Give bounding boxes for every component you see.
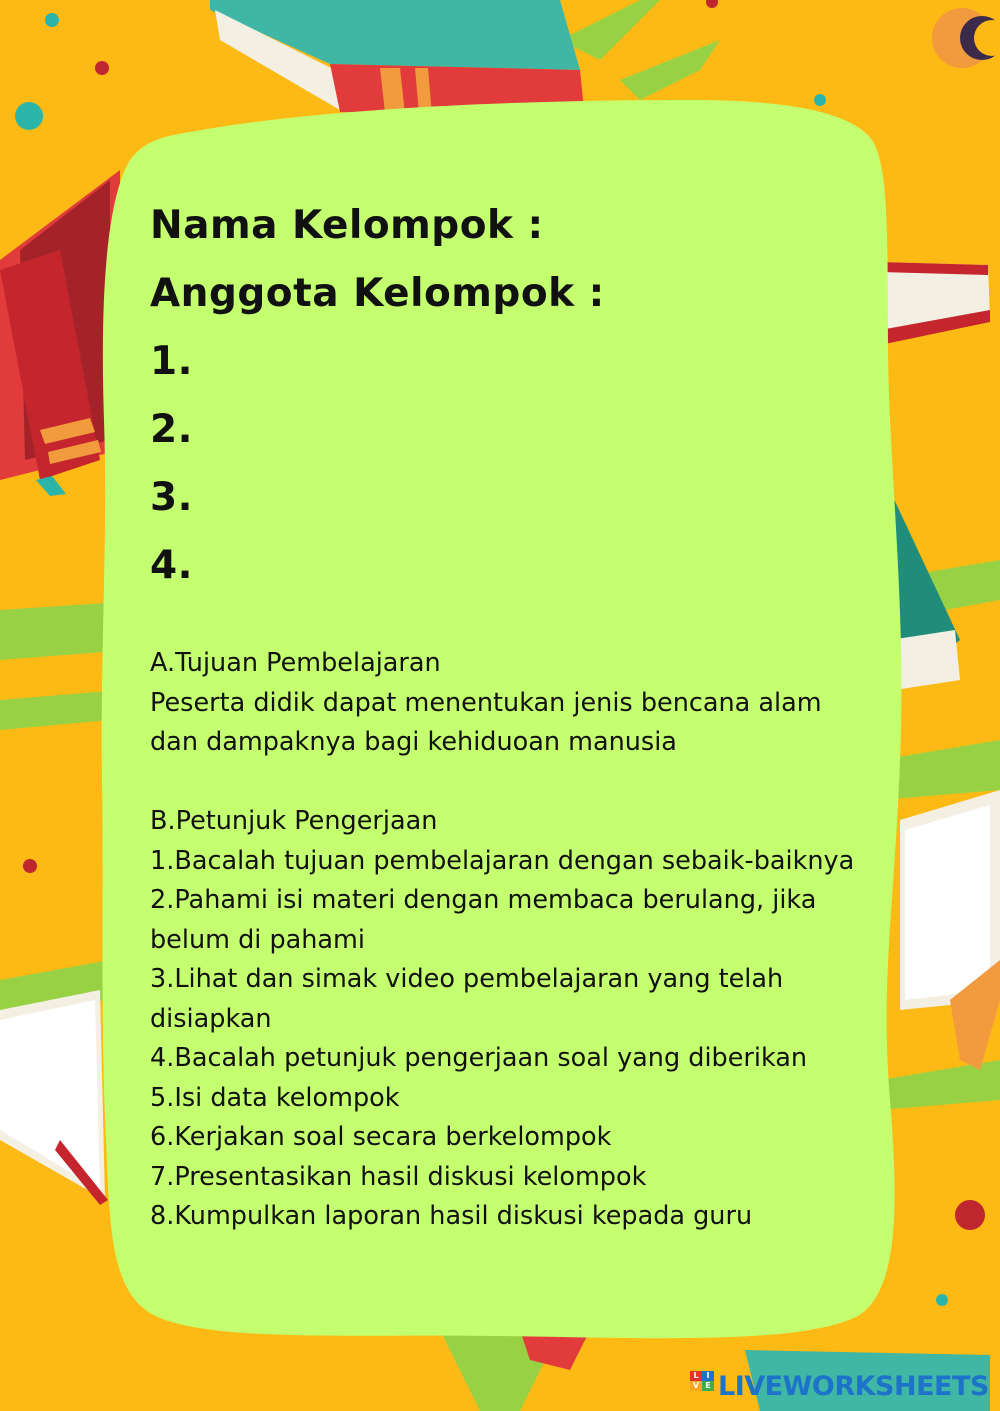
instruction-line: disiapkan bbox=[150, 1003, 272, 1034]
book-right-red bbox=[880, 262, 990, 345]
instruction-line: 6.Kerjakan soal secara berkelompok bbox=[150, 1122, 612, 1152]
group-name-label: Nama Kelompok : bbox=[150, 203, 544, 248]
section-a-title: A.Tujuan Pembelajaran bbox=[150, 648, 441, 678]
instruction-line: 1.Bacalah tujuan pembelajaran dengan sebaik-baiknya bbox=[150, 845, 855, 876]
book-left-open bbox=[0, 990, 108, 1205]
logo-mark-icon: L I V E bbox=[690, 1371, 714, 1401]
section-a-line: dan dampaknya bagi kehiduoan manusia bbox=[150, 727, 677, 757]
instruction-line: 3.Lihat dan simak video pembelajaran yang telah bbox=[150, 964, 784, 994]
book-right-open bbox=[900, 790, 1000, 1070]
section-b-title: B.Petunjuk Pengerjaan bbox=[150, 806, 438, 836]
liveworksheets-logo[interactable] bbox=[690, 1366, 989, 1406]
instruction-line: 7.Presentasikan hasil diskusi kelompok bbox=[150, 1161, 647, 1192]
group-members-label: Anggota Kelompok : bbox=[150, 271, 605, 316]
instruction-line: belum di pahami bbox=[150, 924, 365, 955]
instruction-line: 4.Bacalah petunjuk pengerjaan soal yang diberikan bbox=[150, 1043, 808, 1073]
instruction-line: 5.Isi data kelompok bbox=[150, 1082, 400, 1113]
member-number-2: 2. bbox=[150, 407, 193, 452]
logo-text: LIVEWORKSHEETS bbox=[718, 1370, 989, 1402]
worksheet-content bbox=[150, 192, 890, 1237]
member-number-3: 3. bbox=[150, 475, 193, 520]
book-left bbox=[0, 170, 120, 496]
member-number-1: 1. bbox=[150, 339, 193, 384]
section-a-line: Peserta didik dapat menentukan jenis bencana alam bbox=[150, 687, 822, 718]
instruction-line: 8.Kumpulkan laporan hasil diskusi kepada guru bbox=[150, 1201, 753, 1231]
instruction-line: 2.Pahami isi materi dengan membaca berulang, jika bbox=[150, 885, 817, 915]
book-top bbox=[210, 0, 585, 120]
member-number-4: 4. bbox=[150, 543, 193, 588]
moon-shape bbox=[932, 8, 1000, 68]
